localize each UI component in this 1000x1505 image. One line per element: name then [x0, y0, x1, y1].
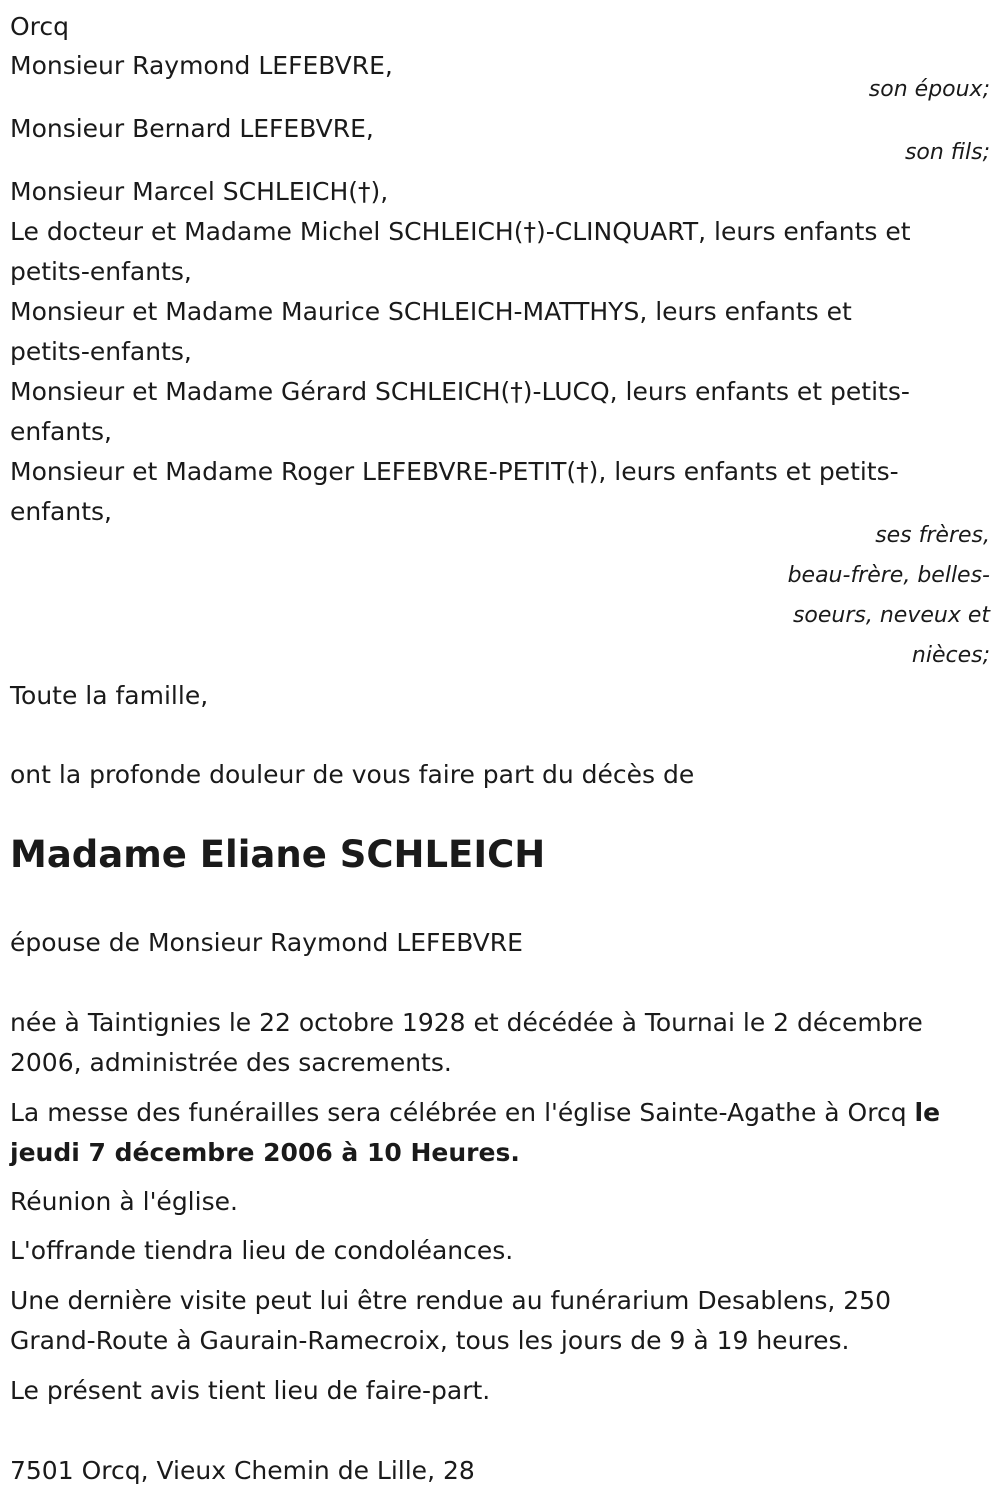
role-siblings-line: nièces;	[911, 643, 990, 668]
family-member-son: Monsieur Bernard LEFEBVRE,	[10, 114, 374, 143]
location-header: Orcq	[10, 12, 70, 41]
role-spouse: son époux;	[868, 77, 990, 102]
offering: L'offrande tiendra lieu de condoléances.	[10, 1236, 514, 1265]
family-member-spouse: Monsieur Raymond LEFEBVRE,	[10, 51, 393, 80]
role-siblings	[590, 516, 990, 676]
family-member-maurice: Monsieur et Madame Maurice SCHLEICH-MATTHYS, leurs enfants et petits-enfants,	[10, 297, 852, 366]
role-siblings-line: soeurs, neveux et	[792, 603, 990, 628]
family-member-gerard: Monsieur et Madame Gérard SCHLEICH(†)-LUCQ, leurs enfants et petits-enfants,	[10, 377, 910, 446]
meeting: Réunion à l'église.	[10, 1187, 238, 1216]
address: 7501 Orcq, Vieux Chemin de Lille, 28	[10, 1456, 475, 1485]
notice: Le présent avis tient lieu de faire-part.	[10, 1376, 491, 1405]
funeral-mass-date: le jeudi 7 décembre 2006 à 10 Heures.	[10, 1098, 941, 1167]
last-visit: Une dernière visite peut lui être rendue au funérarium Desablens, 250 Grand-Route à Gaurain-Ramecroix, tous les jours de 9 à 19 heures.	[10, 1286, 891, 1355]
funeral-mass-text: La messe des funérailles sera célébrée en l'église Sainte-Agathe à Orcq	[10, 1098, 915, 1127]
role-son: son fils;	[904, 140, 990, 165]
family-member-marcel: Monsieur Marcel SCHLEICH(†),	[10, 177, 389, 206]
family-member-michel: Le docteur et Madame Michel SCHLEICH(†)-CLINQUART, leurs enfants et petits-enfants,	[10, 217, 911, 286]
spouse-line: épouse de Monsieur Raymond LEFEBVRE	[10, 928, 523, 957]
funeral-mass	[10, 1093, 990, 1173]
role-siblings-line: beau-frère, belles-	[787, 563, 990, 588]
deceased-name: Madame Eliane SCHLEICH	[10, 833, 546, 876]
whole-family: Toute la famille,	[10, 681, 209, 710]
role-siblings-line: ses frères,	[875, 523, 990, 548]
birth-death: née à Taintignies le 22 octobre 1928 et décédée à Tournai le 2 décembre 2006, administrée des sacrements.	[10, 1008, 923, 1077]
family-member-roger: Monsieur et Madame Roger LEFEBVRE-PETIT(†), leurs enfants et petits-enfants,	[10, 457, 899, 526]
announcement: ont la profonde douleur de vous faire part du décès de	[10, 760, 695, 789]
